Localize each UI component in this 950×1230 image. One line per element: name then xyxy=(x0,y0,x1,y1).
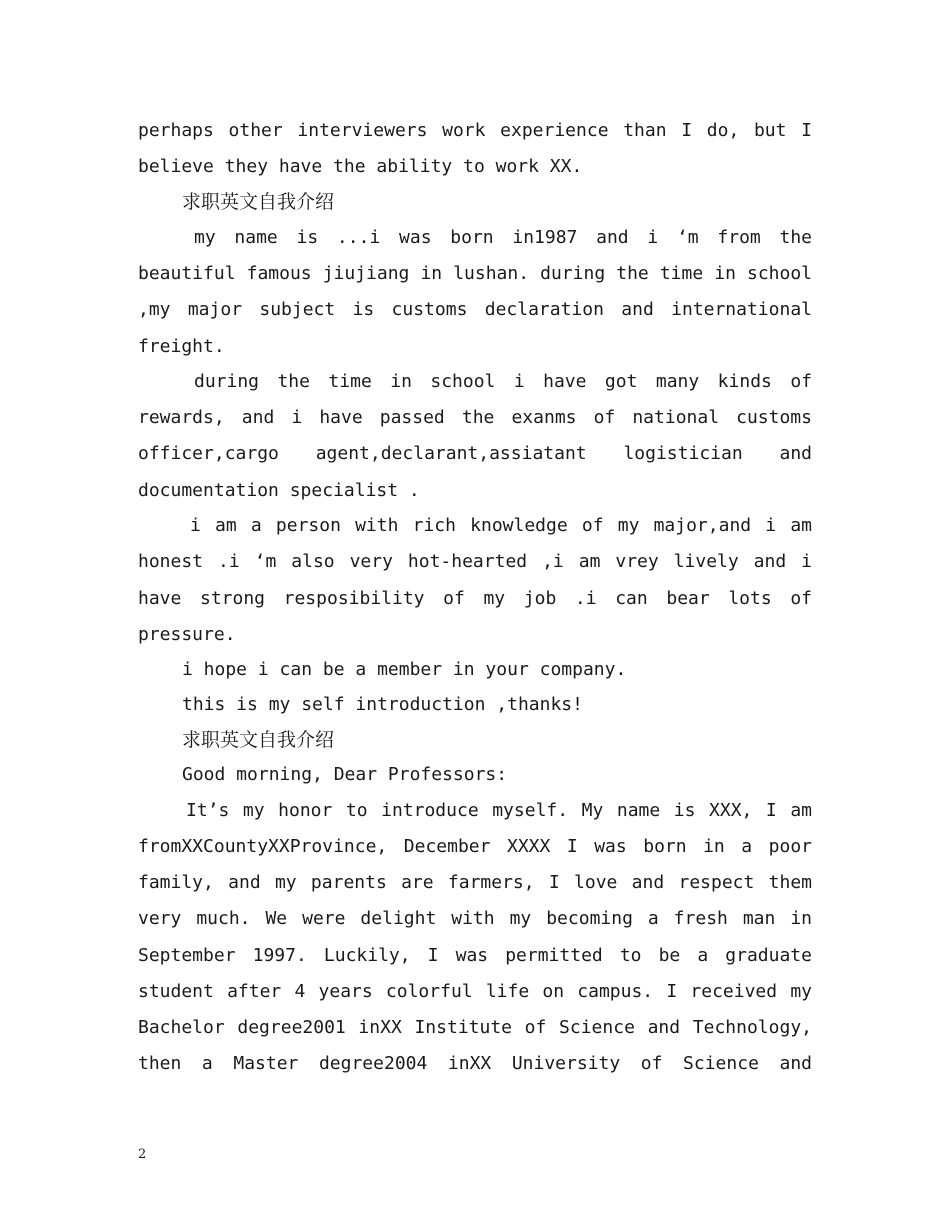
salutation: Good morning, Dear Professors: xyxy=(182,764,508,785)
paragraph-line: have strong resposibility of my job .i can bear lots of xyxy=(138,588,812,609)
paragraph-line: then a Master degree2004 inXX University of Science and xyxy=(138,1053,812,1074)
paragraph-line: my name is ...i was born in1987 and i ‘m from the xyxy=(194,227,812,248)
paragraph-line: student after 4 years colorful life on campus. I received my xyxy=(138,981,812,1002)
paragraph-line: this is my self introduction ,thanks! xyxy=(182,694,583,715)
section-heading: 求职英文自我介绍 xyxy=(182,729,335,751)
paragraph-line: pressure. xyxy=(138,624,236,645)
page-number: 2 xyxy=(138,1147,147,1162)
paragraph-line: during the time in school i have got many kinds of xyxy=(194,371,812,392)
paragraph-line: freight. xyxy=(138,336,225,357)
paragraph-line: perhaps other interviewers work experience than I do, but I xyxy=(138,120,812,141)
paragraph-line: beautiful famous jiujiang in lushan. during the time in school xyxy=(138,263,812,284)
paragraph-line: ,my major subject is customs declaration and international xyxy=(138,299,812,320)
paragraph-line: i hope i can be a member in your company. xyxy=(182,659,627,680)
paragraph-line: fromXXCountyXXProvince, December XXXX I was born in a poor xyxy=(138,836,812,857)
paragraph-line: officer,cargo agent,declarant,assiatant logistician and xyxy=(138,443,812,464)
paragraph-line: family, and my parents are farmers, I love and respect them xyxy=(138,872,812,893)
paragraph-line: very much. We were delight with my becoming a fresh man in xyxy=(138,908,812,929)
paragraph-line: honest .i ‘m also very hot-hearted ,i am vrey lively and i xyxy=(138,551,812,572)
paragraph-line: September 1997. Luckily, I was permitted to be a graduate xyxy=(138,945,812,966)
section-heading: 求职英文自我介绍 xyxy=(182,191,335,213)
paragraph-line: i am a person with rich knowledge of my major,and i am xyxy=(190,515,812,536)
paragraph-line: believe they have the ability to work XX. xyxy=(138,156,583,177)
paragraph-line: It’s my honor to introduce myself. My name is XXX, I am xyxy=(186,800,812,821)
paragraph-line: documentation specialist . xyxy=(138,480,420,501)
paragraph-line: Bachelor degree2001 inXX Institute of Science and Technology, xyxy=(138,1017,812,1038)
paragraph-line: rewards, and i have passed the exanms of national customs xyxy=(138,407,812,428)
